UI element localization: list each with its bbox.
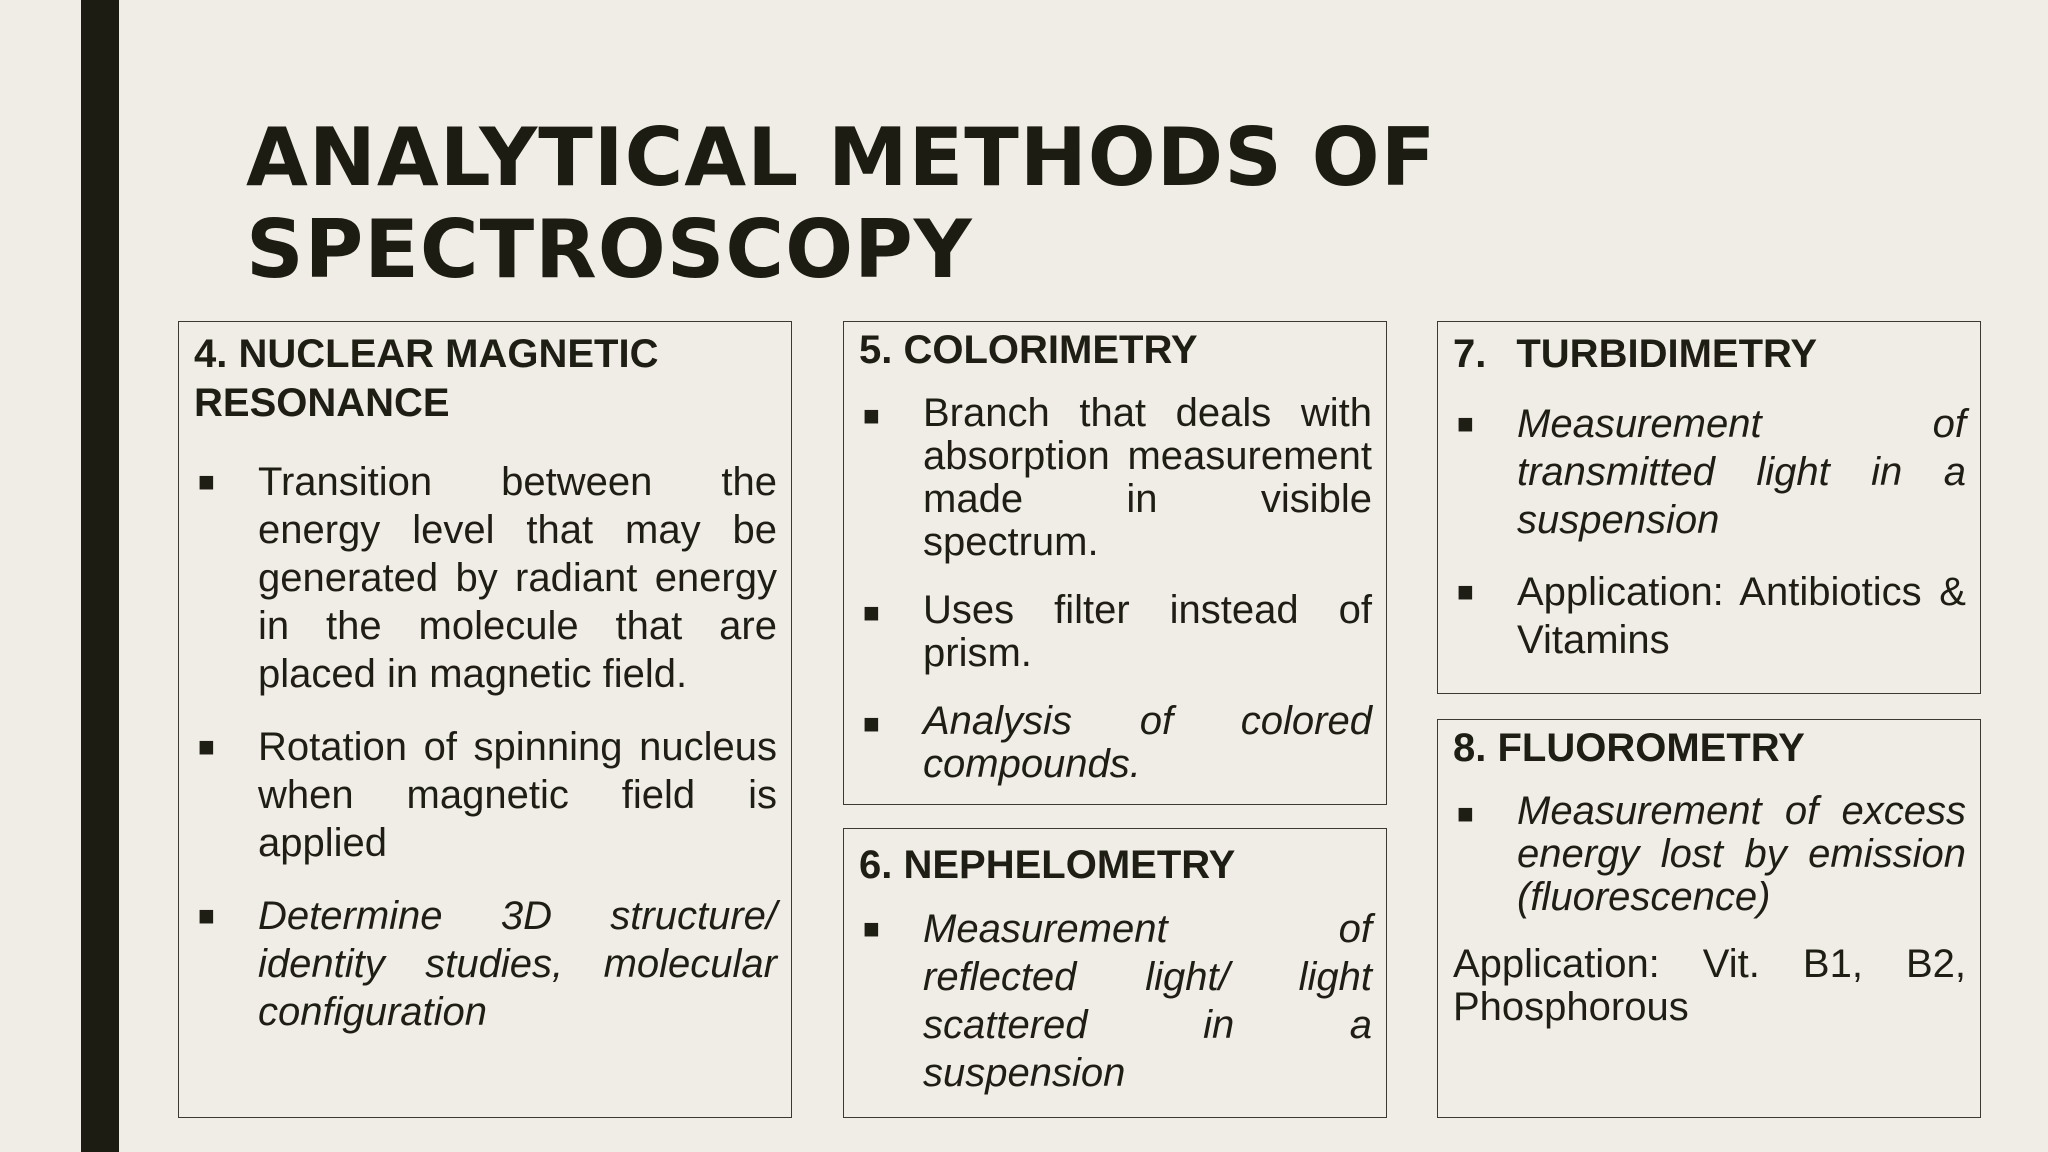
fluorometry-box (1437, 719, 1981, 1118)
fluorometry-list (1453, 790, 1966, 919)
list-item-text: Measurement of transmitted light in a suspension (1517, 402, 1966, 542)
nephelometry-box (843, 828, 1387, 1118)
square-bullet-icon: ■ (863, 400, 880, 431)
list-item-text: Measurement of reflected light/ light scattered in a suspension (923, 907, 1372, 1095)
fluorometry-heading: 8. FLUOROMETRY (1453, 726, 1805, 770)
square-bullet-icon: ■ (863, 708, 880, 739)
turbidimetry-heading-number: 7. (1453, 332, 1487, 376)
nmr-heading: 4. NUCLEAR MAGNETIC RESONANCE (194, 332, 659, 425)
square-bullet-icon: ■ (863, 597, 880, 628)
list-item (1453, 790, 1966, 919)
turbidimetry-heading-label: TURBIDIMETRY (1516, 332, 1818, 376)
list-item (859, 589, 1372, 675)
list-item-text: Branch that deals with absorption measurement made in visible spectrum. (923, 391, 1372, 564)
list-item (859, 392, 1372, 564)
list-item-text: Rotation of spinning nucleus when magnetic field is applied (258, 725, 777, 865)
square-bullet-icon: ■ (198, 900, 215, 931)
list-item (194, 458, 777, 698)
fluorometry-application: Application: Vit. B1, B2, Phosphorous (1453, 942, 1966, 1029)
colorimetry-list (859, 392, 1372, 786)
list-item (1453, 568, 1966, 664)
nmr-box (178, 321, 792, 1118)
slide-title (246, 112, 1946, 296)
square-bullet-icon: ■ (1457, 408, 1474, 439)
slide-title-line2: SPECTROSCOPY (246, 203, 973, 296)
list-item-text: Uses filter instead of prism. (923, 588, 1372, 675)
list-item (194, 892, 777, 1036)
list-item-text: Determine 3D structure/ identity studies, molecular configuration (258, 894, 777, 1034)
nmr-list (194, 458, 777, 1036)
square-bullet-icon: ■ (1457, 576, 1474, 607)
turbidimetry-heading (1453, 330, 1966, 378)
square-bullet-icon: ■ (863, 913, 880, 944)
left-accent-bar (81, 0, 119, 1152)
colorimetry-heading: 5. COLORIMETRY (859, 328, 1198, 372)
list-item (859, 700, 1372, 786)
turbidimetry-box (1437, 321, 1981, 694)
list-item-text: Analysis of colored compounds. (923, 699, 1372, 786)
nephelometry-list (859, 905, 1372, 1097)
list-item-text: Transition between the energy level that may be generated by radiant energy in the molecule that are placed in magnetic field. (258, 460, 777, 696)
turbidimetry-list (1453, 400, 1966, 664)
list-item (1453, 400, 1966, 544)
list-item (194, 723, 777, 867)
square-bullet-icon: ■ (1457, 798, 1474, 829)
colorimetry-box (843, 321, 1387, 805)
list-item (859, 905, 1372, 1097)
nephelometry-heading: 6. NEPHELOMETRY (859, 843, 1236, 887)
square-bullet-icon: ■ (198, 466, 215, 497)
list-item-text: Measurement of excess energy lost by emission (fluorescence) (1517, 789, 1966, 919)
list-item-text: Application: Antibiotics & Vitamins (1517, 570, 1966, 662)
square-bullet-icon: ■ (198, 731, 215, 762)
slide-title-line1: ANALYTICAL METHODS OF (246, 111, 1437, 204)
